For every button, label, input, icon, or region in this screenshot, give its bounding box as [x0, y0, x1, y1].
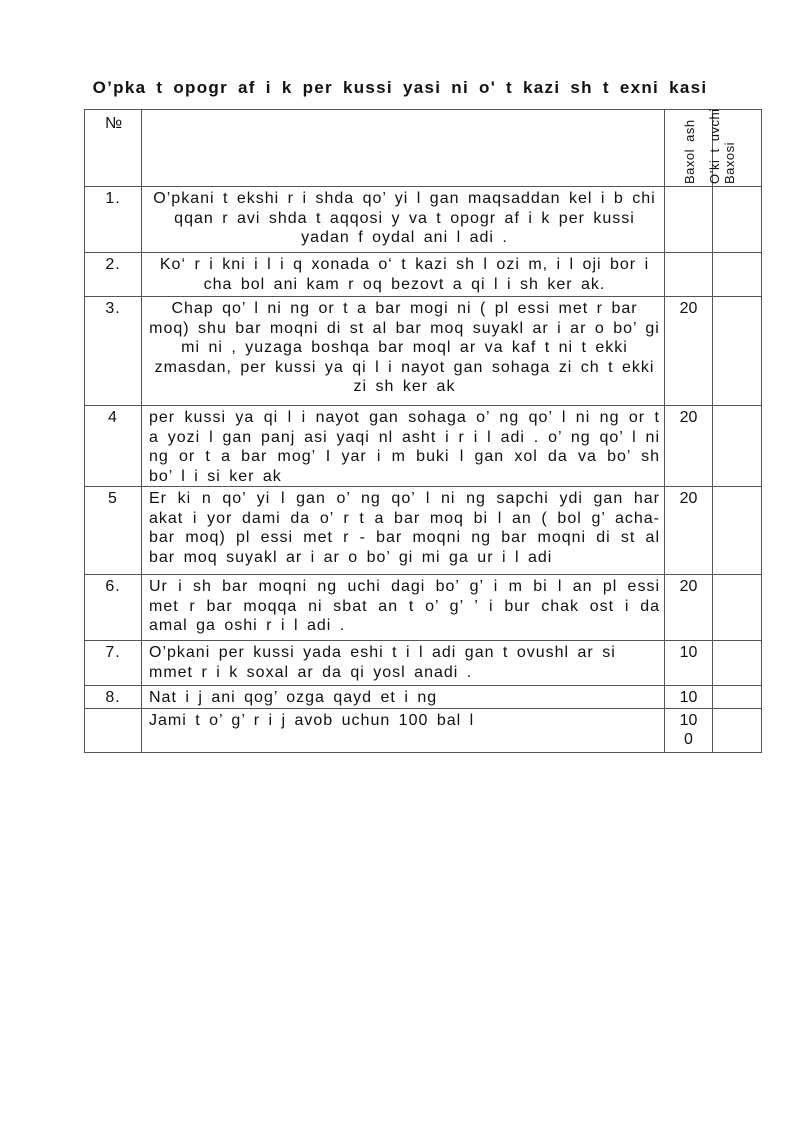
row-number: [85, 708, 142, 752]
row-number: 1.: [85, 187, 142, 253]
total-score: 10 0: [665, 708, 713, 752]
row-number: 5: [85, 487, 142, 575]
number-header: №: [85, 110, 142, 187]
row-teacher-score: [713, 708, 762, 752]
row-text: per kussi ya qi l i nayot gan sohaga o’ ng qo’ l ni ng or t a yozi l gan panj asi yaqi nl asht i r i l adi . o’ ng qo’ l ni ng or t a bar mog’ I yar i m buki l gan xol da va bo’ sh bo’ l i si ker ak: [142, 406, 665, 487]
table-header-row: [85, 110, 762, 187]
row-score: 20: [665, 487, 713, 575]
row-text: Chap qo’ l ni ng or t a bar mogi ni ( pl essi met r bar moq) shu bar moqni di st al bar moq suyakl ar i ar o bo’ gi mi ni , yuzaga boshqa bar moql ar va kaf t ni t ekki zmasdan, per kussi ya qi l i nayot gan sohaga zi ch t ekki zi sh ker ak: [142, 297, 665, 406]
row-text: Er ki n qo’ yi l gan o’ ng qo’ l ni ng sapchi ydi gan har akat i yor dami da o’ r t a bar moq bi l an ( bol g’ acha- bar moq) pl essi met r - bar moqni ng bar moqni di st al bar moq suyakl ar i ar o bo’ gi mi ga ur i l adi: [142, 487, 665, 575]
row-number: 7.: [85, 641, 142, 686]
table-row-total: [85, 708, 762, 752]
table-row: [85, 487, 762, 575]
table-row: [85, 641, 762, 686]
table-row: [85, 187, 762, 253]
row-teacher-score: [713, 686, 762, 709]
row-teacher-score: [713, 297, 762, 406]
row-teacher-score: [713, 575, 762, 641]
row-score: 20: [665, 297, 713, 406]
teacher-header-label: O’ki t uvchi Baxosi: [707, 108, 737, 184]
total-text: Jami t o’ g’ r i j avob uchun 100 bal l: [142, 708, 665, 752]
description-header: [142, 110, 665, 187]
row-score: 10: [665, 641, 713, 686]
row-teacher-score: [713, 487, 762, 575]
procedure-table: [84, 109, 762, 753]
row-teacher-score: [713, 641, 762, 686]
row-score: [665, 187, 713, 253]
row-score: 20: [665, 406, 713, 487]
row-text: O’pkani t ekshi r i shda qo’ yi l gan maqsaddan kel i b chi qqan r avi shda t aqqosi y va t opogr af i k per kussi yadan f oydal ani l adi .: [142, 187, 665, 253]
row-score: [665, 253, 713, 297]
page-title: O’pka t opogr af i k per kussi yasi ni o' t kazi sh t exni kasi: [92, 78, 708, 97]
row-text: Nat i j ani qog’ ozga qayd et i ng: [142, 686, 665, 709]
row-score: 10: [665, 686, 713, 709]
row-text: Ur i sh bar moqni ng uchi dagi bo’ g’ i m bi l an pl essi met r bar moqqa ni sbat an t o’ g’ ’ i bur chak ost i da amal ga oshi r i l adi .: [142, 575, 665, 641]
row-number: 2.: [85, 253, 142, 297]
table-row: [85, 253, 762, 297]
row-score: 20: [665, 575, 713, 641]
row-number: 4: [85, 406, 142, 487]
row-number: 3.: [85, 297, 142, 406]
row-text: Ko‘ r i kni i l i q xonada o‘ t kazi sh l ozi m, i l oji bor i cha bol ani kam r oq bezovt a qi l i sh ker ak.: [142, 253, 665, 297]
table-row: [85, 406, 762, 487]
row-number: 8.: [85, 686, 142, 709]
row-text: O’pkani per kussi yada eshi t i l adi gan t ovushl ar si mmet r i k soxal ar da qi yosl anadi .: [142, 641, 665, 686]
row-teacher-score: [713, 187, 762, 253]
teacher-header: [707, 108, 762, 187]
row-number: 6.: [85, 575, 142, 641]
row-teacher-score: [713, 406, 762, 487]
row-teacher-score: [713, 253, 762, 297]
table-row: [85, 686, 762, 709]
table-row: [85, 575, 762, 641]
score-header: [665, 110, 713, 187]
score-header-label: Baxol ash: [681, 119, 697, 184]
table-row: [85, 297, 762, 406]
